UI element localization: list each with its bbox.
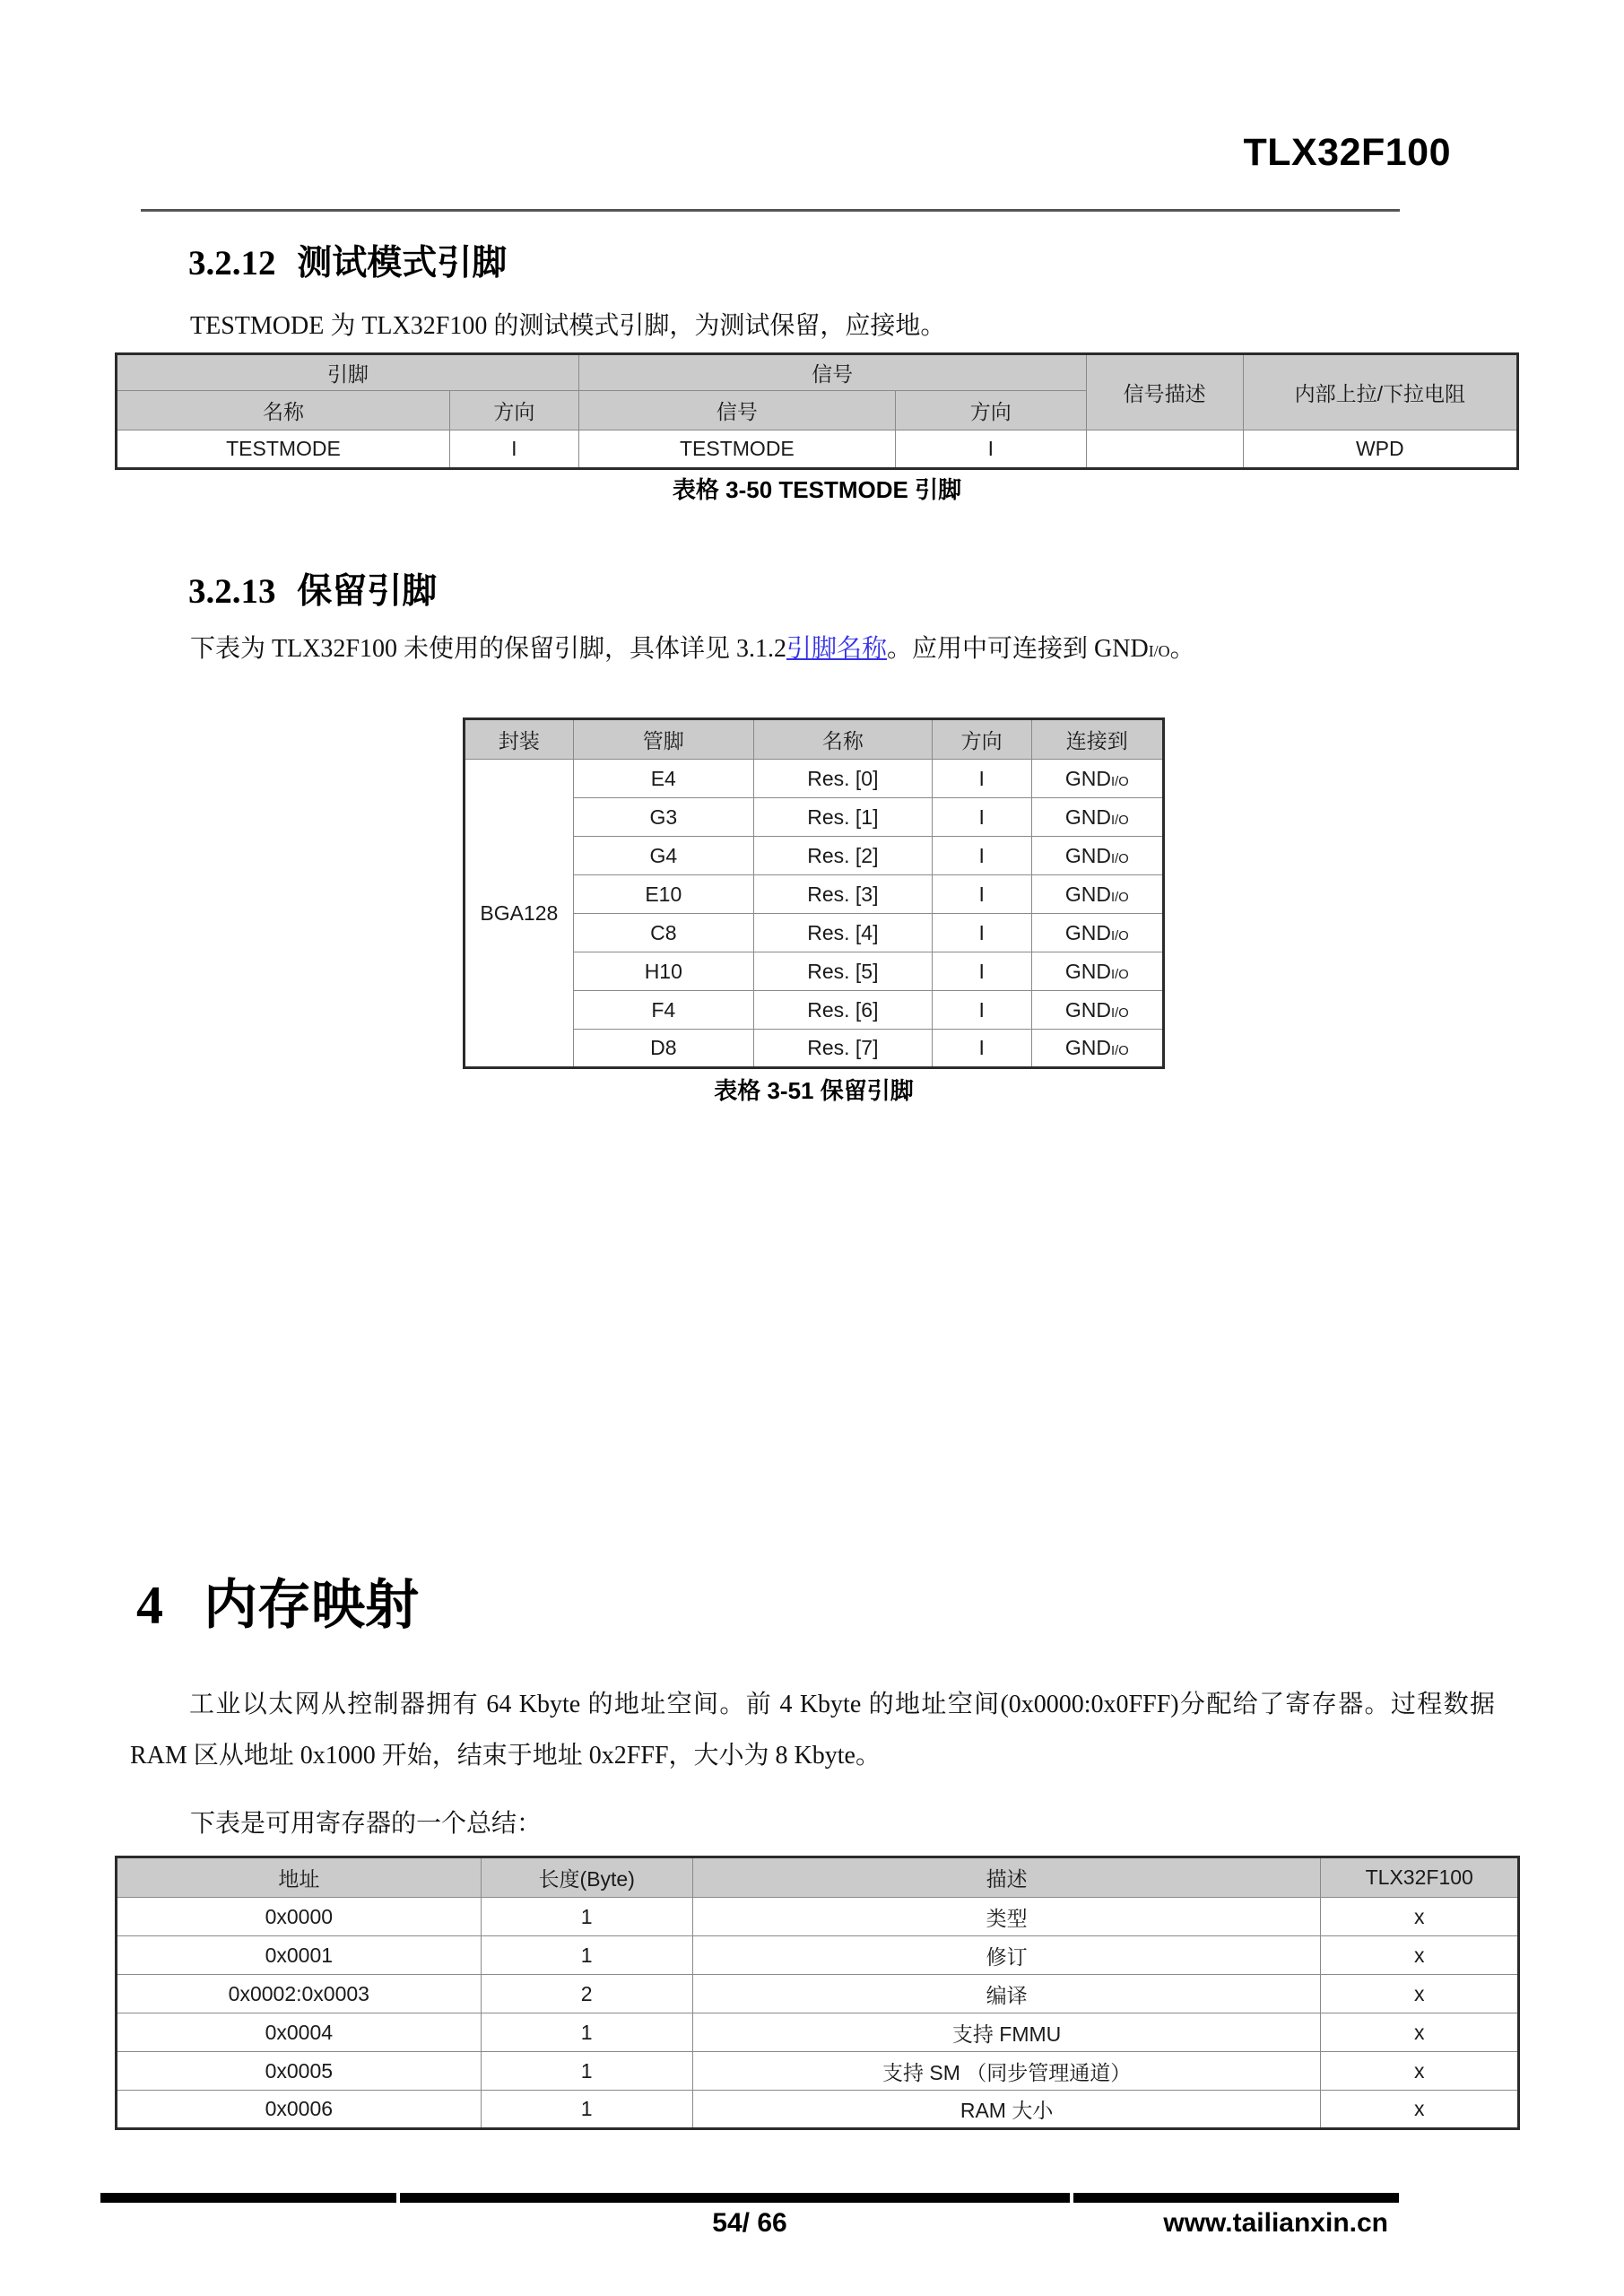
section-3-2-13-number: 3.2.13 — [188, 572, 276, 611]
cell-pin-name: TESTMODE — [117, 430, 450, 469]
doc-title: TLX32F100 — [1243, 131, 1451, 174]
cell-connect-to — [1031, 837, 1163, 875]
gnd-label: GND — [1064, 766, 1112, 790]
col-pull-resistor: 内部上拉/下拉电阻 — [1243, 354, 1517, 430]
reserved-pins-table — [463, 718, 1165, 1069]
gnd-io-subscript: I/O — [1111, 774, 1129, 789]
table-row — [117, 1975, 1519, 2013]
cell-dir: I — [932, 952, 1031, 991]
cell-pull-resistor: WPD — [1243, 430, 1517, 469]
gnd-label: GND — [1064, 959, 1112, 983]
cell-supported: x — [1321, 2091, 1519, 2129]
cell-description: 类型 — [692, 1898, 1321, 1936]
col-signal-name: 信号 — [578, 391, 895, 430]
cell-supported: x — [1321, 1898, 1519, 1936]
cell-name: Res. [1] — [753, 798, 932, 837]
col-group-pin: 引脚 — [117, 354, 579, 391]
gnd-label: GND — [1064, 920, 1112, 944]
cell-signal-desc — [1086, 430, 1243, 469]
cell-address: 0x0002:0x0003 — [117, 1975, 482, 2013]
register-summary-paragraph: 下表是可用寄存器的一个总结： — [190, 1810, 543, 1838]
col-package: 封装 — [465, 719, 574, 760]
cell-dir: I — [932, 837, 1031, 875]
col-pin: 管脚 — [573, 719, 753, 760]
cell-dir: I — [932, 875, 1031, 914]
cell-pin: H10 — [573, 952, 753, 991]
cell-connect-to — [1031, 875, 1163, 914]
cell-description: 修订 — [692, 1936, 1321, 1975]
section-4-number: 4 — [136, 1576, 163, 1635]
cell-address: 0x0004 — [117, 2013, 482, 2052]
table-3-50-caption: 表格 3-50 TESTMODE 引脚 — [672, 476, 962, 503]
reserved-pins-text-prefix: 下表为 TLX32F100 未使用的保留引脚，具体详见 3.1.2 — [190, 635, 787, 663]
cell-connect-to — [1031, 991, 1163, 1030]
cell-connect-to — [1031, 914, 1163, 952]
col-connect-to: 连接到 — [1031, 719, 1163, 760]
gnd-label: GND — [1064, 843, 1112, 867]
cell-length: 1 — [481, 2013, 692, 2052]
col-signal-dir: 方向 — [896, 391, 1087, 430]
footer-rule-segment — [1073, 2193, 1399, 2203]
cell-connect-to — [1031, 952, 1163, 991]
gnd-label: GND — [1064, 882, 1112, 906]
col-signal-desc: 信号描述 — [1086, 354, 1243, 430]
cell-dir: I — [932, 991, 1031, 1030]
cell-description: 编译 — [692, 1975, 1321, 2013]
cell-dir: I — [932, 798, 1031, 837]
cell-length: 1 — [481, 1898, 692, 1936]
footer-rule — [100, 2193, 1399, 2203]
gnd-io-subscript: I/O — [1111, 1005, 1129, 1021]
cell-name: Res. [3] — [753, 875, 932, 914]
table-row — [117, 1898, 1519, 1936]
cell-supported: x — [1321, 1975, 1519, 2013]
gnd-io-subscript: I/O — [1111, 967, 1129, 982]
col-name: 名称 — [753, 719, 932, 760]
cell-dir: I — [932, 1030, 1031, 1068]
cell-dir: I — [932, 760, 1031, 798]
cell-connect-to — [1031, 1030, 1163, 1068]
cell-pin: G3 — [573, 798, 753, 837]
memory-map-paragraph: 工业以太网从控制器拥有 64 Kbyte 的地址空间。前 4 Kbyte 的地址空间(0x0000:0x0FFF)分配给了寄存器。过程数据 RAM 区从地址 0x1000 开始，结束于地址 0x2FFF，大小为 8 Kbyte。 — [130, 1691, 1495, 1770]
gnd-io-subscript: I/O — [1111, 813, 1129, 828]
cell-supported: x — [1321, 2052, 1519, 2091]
col-tlx32f100: TLX32F100 — [1321, 1857, 1519, 1898]
cell-supported: x — [1321, 2013, 1519, 2052]
cell-connect-to — [1031, 760, 1163, 798]
cell-address: 0x0005 — [117, 2052, 482, 2091]
cell-name: Res. [4] — [753, 914, 932, 952]
cell-name: Res. [0] — [753, 760, 932, 798]
cell-name: Res. [7] — [753, 1030, 932, 1068]
table-row — [117, 2052, 1519, 2091]
gnd-io-subscript: I/O — [1111, 890, 1129, 905]
table-row — [117, 2013, 1519, 2052]
footer-rule-segment — [400, 2193, 1070, 2203]
cell-length: 1 — [481, 2052, 692, 2091]
col-address: 地址 — [117, 1857, 482, 1898]
cell-address: 0x0006 — [117, 2091, 482, 2129]
cell-package: BGA128 — [465, 760, 574, 1068]
cell-connect-to — [1031, 798, 1163, 837]
cell-description: 支持 SM （同步管理通道） — [692, 2052, 1321, 2091]
gnd-io-subscript: I/O — [1111, 851, 1129, 866]
col-pin-name: 名称 — [117, 391, 450, 430]
page-number: 54/ 66 — [712, 2208, 787, 2238]
section-4-title: 内存映射 — [204, 1575, 419, 1635]
cell-signal-dir: I — [896, 430, 1087, 469]
col-group-signal: 信号 — [578, 354, 1086, 391]
cell-pin: C8 — [573, 914, 753, 952]
cell-pin: D8 — [573, 1030, 753, 1068]
gnd-io-subscript: I/O — [1111, 1044, 1129, 1058]
cell-supported: x — [1321, 1936, 1519, 1975]
cell-name: Res. [6] — [753, 991, 932, 1030]
cell-name: Res. [5] — [753, 952, 932, 991]
cell-pin: F4 — [573, 991, 753, 1030]
cell-description: RAM 大小 — [692, 2091, 1321, 2129]
cell-length: 1 — [481, 1936, 692, 1975]
cell-address: 0x0001 — [117, 1936, 482, 1975]
section-4-heading — [136, 1562, 419, 1639]
col-length: 长度(Byte) — [481, 1857, 692, 1898]
gnd-label: GND — [1064, 1036, 1112, 1059]
cell-address: 0x0000 — [117, 1898, 482, 1936]
section-3-2-13-title: 保留引脚 — [297, 572, 438, 611]
pin-names-link[interactable]: 引脚名称 — [786, 635, 888, 663]
table-3-51-caption: 表格 3-51 保留引脚 — [714, 1077, 914, 1104]
table-row — [117, 430, 1518, 469]
website-text: www.tailianxin.cn — [1163, 2208, 1388, 2238]
register-summary-table — [115, 1856, 1520, 2130]
table-row — [465, 760, 1164, 798]
cell-pin: G4 — [573, 837, 753, 875]
cell-length: 1 — [481, 2091, 692, 2129]
section-3-2-12-number: 3.2.12 — [188, 244, 276, 283]
col-pin-dir: 方向 — [449, 391, 578, 430]
cell-pin: E10 — [573, 875, 753, 914]
reserved-pins-text-mid: 。应用中可连接到 GND — [887, 635, 1149, 663]
reserved-pins-paragraph — [190, 631, 1195, 669]
table-row — [117, 2091, 1519, 2129]
col-dir: 方向 — [932, 719, 1031, 760]
gnd-io-subscript: I/O — [1111, 928, 1129, 944]
cell-dir: I — [932, 914, 1031, 952]
header-rule — [141, 209, 1400, 212]
section-3-2-13-heading — [188, 563, 437, 613]
gnd-io-subscript: I/O — [1148, 642, 1170, 660]
gnd-label: GND — [1064, 997, 1112, 1022]
footer-rule-segment — [100, 2193, 396, 2203]
cell-description: 支持 FMMU — [692, 2013, 1321, 2052]
cell-signal-name: TESTMODE — [578, 430, 895, 469]
table-row — [117, 1936, 1519, 1975]
section-3-2-12-title: 测试模式引脚 — [297, 244, 508, 283]
cell-pin: E4 — [573, 760, 753, 798]
cell-pin-dir: I — [449, 430, 578, 469]
gnd-label: GND — [1064, 804, 1112, 829]
cell-name: Res. [2] — [753, 837, 932, 875]
cell-length: 2 — [481, 1975, 692, 2013]
testmode-paragraph: TESTMODE 为 TLX32F100 的测试模式引脚，为测试保留，应接地。 — [190, 312, 946, 340]
testmode-pin-table — [115, 352, 1519, 470]
reserved-pins-text-suffix: 。 — [1169, 635, 1195, 663]
section-3-2-12-heading — [188, 235, 507, 285]
col-description: 描述 — [692, 1857, 1321, 1898]
